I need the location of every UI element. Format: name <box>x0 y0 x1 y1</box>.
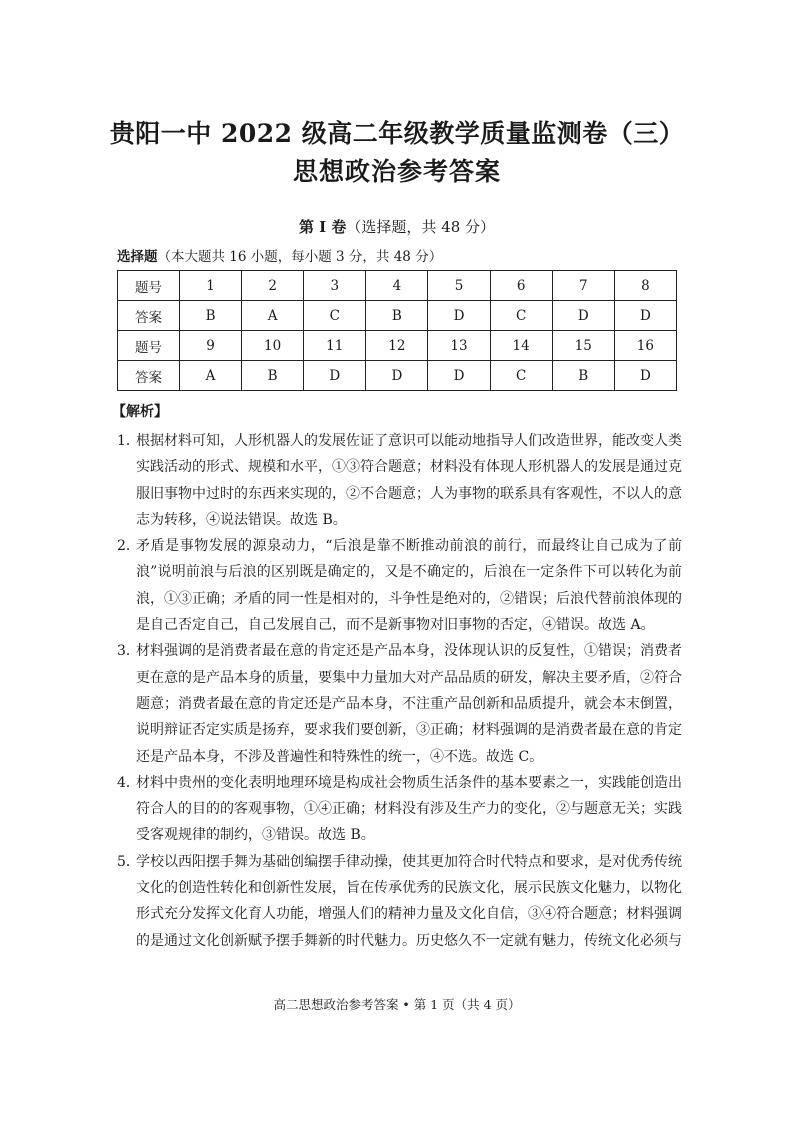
answer-cell: C <box>490 361 552 391</box>
answer-cell: D <box>614 301 676 331</box>
choice-intro-label: 选择题 <box>117 249 158 265</box>
answer-label: 答案 <box>118 301 180 331</box>
answer-cell: A <box>242 301 304 331</box>
question-number: 14 <box>490 331 552 361</box>
answer-row <box>118 361 677 391</box>
question-number-row <box>118 271 677 301</box>
question-number: 1 <box>180 271 242 301</box>
answer-cell: D <box>366 361 428 391</box>
answer-cell: C <box>490 301 552 331</box>
exam-subtitle: 思想政治参考答案 <box>292 157 501 186</box>
question-number: 13 <box>428 331 490 361</box>
question-number: 10 <box>242 331 304 361</box>
analysis-item <box>117 849 682 954</box>
answer-cell: D <box>428 301 490 331</box>
item-number: 5． <box>117 853 140 870</box>
item-number: 1． <box>117 433 140 449</box>
item-text: 材料中贵州的变化表明地理环境是构成社会物质生活条件的基本要素之一，实践能创造出符合人的目的的客观事物，①④正确；材料没有涉及生产力的变化，②与题意无关；实践受客观规律的制约，③错误。故选 B。 <box>136 774 682 844</box>
answer-cell: B <box>180 301 242 331</box>
answer-cell: B <box>552 361 614 391</box>
item-number: 3． <box>117 643 140 660</box>
analysis-item <box>117 638 682 769</box>
analysis-list <box>117 428 682 954</box>
question-number: 15 <box>552 331 614 361</box>
analysis-item <box>117 428 682 533</box>
section-heading-detail: （选择题，共 48 分） <box>346 218 496 236</box>
item-text: 矛盾是事物发展的源泉动力，“后浪是靠不断推动前浪的前行，而最终让自己成为了前浪”说明前浪与后浪的区别既是确定的，又是不确定的，后浪在一定条件下可以转化为前浪，①③正确；矛盾的同一性是相对的，斗争性是绝对的，②错误；后浪代替前浪体现的是自己否定自己，自己发展自己，而不是新事物对旧事物的否定，④错误。故选 A。 <box>136 538 682 634</box>
answer-cell: D <box>428 361 490 391</box>
answer-row <box>118 301 677 331</box>
question-number: 3 <box>304 271 366 301</box>
question-number-row <box>118 331 677 361</box>
item-number: 4． <box>117 774 140 791</box>
question-label: 题号 <box>118 331 180 361</box>
question-number: 4 <box>366 271 428 301</box>
item-number: 2． <box>117 538 140 555</box>
choice-intro <box>117 245 442 265</box>
question-number: 6 <box>490 271 552 301</box>
item-text: 根据材料可知，人形机器人的发展佐证了意识可以能动地指导人们改造世界，能改变人类实践活动的形式、规模和水平，①③符合题意；材料没有体现人形机器人的发展是通过克服旧事物中过时的东西来实现的，②不合题意；人为事物的联系具有客观性，不以人的意志为转移，④说法错误。故选 B。 <box>136 433 682 528</box>
question-number: 8 <box>614 271 676 301</box>
answer-cell: D <box>304 361 366 391</box>
question-number: 9 <box>180 331 242 361</box>
analysis-item <box>117 770 682 849</box>
analysis-item <box>117 533 682 638</box>
answer-cell: A <box>180 361 242 391</box>
section-heading <box>0 216 794 237</box>
question-number: 16 <box>614 331 676 361</box>
answer-label: 答案 <box>118 361 180 391</box>
question-label: 题号 <box>118 271 180 301</box>
exam-title: 贵阳一中 2022 级高二年级教学质量监测卷（三） <box>109 119 685 148</box>
question-number: 5 <box>428 271 490 301</box>
answer-cell: B <box>366 301 428 331</box>
answer-cell: C <box>304 301 366 331</box>
answer-cell: B <box>242 361 304 391</box>
question-number: 12 <box>366 331 428 361</box>
item-text: 材料强调的是消费者最在意的肯定还是产品本身，没体现认识的反复性，①错误；消费者更在意的是产品本身的质量，要集中力量加大对产品品质的研发，解决主要矛盾，②符合题意；消费者最在意的肯定还是产品本身，不注重产品创新和品质提升，就会本末倒置，说明辩证否定实质是扬弃，要求我们要创新，③正确；材料强调的是消费者最在意的肯定还是产品本身，不涉及普遍性和特殊性的统一，④不选。故选 C。 <box>136 643 682 765</box>
section-heading-volume: 第 Ⅰ 卷 <box>298 218 347 236</box>
page-footer: 高二思想政治参考答案 • 第 1 页（共 4 页） <box>273 997 521 1012</box>
answer-cell: D <box>614 361 676 391</box>
answer-table <box>117 270 677 391</box>
question-number: 2 <box>242 271 304 301</box>
answer-cell: D <box>552 301 614 331</box>
choice-intro-detail: （本大题共 16 小题，每小题 3 分，共 48 分） <box>157 249 443 265</box>
question-number: 11 <box>304 331 366 361</box>
analysis-heading: 【解析】 <box>112 404 168 420</box>
question-number: 7 <box>552 271 614 301</box>
item-text: 学校以西阳摆手舞为基础创编摆手律动操，使其更加符合时代特点和要求，是对优秀传统文化的创造性转化和创新性发展，旨在传承优秀的民族文化，展示民族文化魅力，以物化形式充分发挥文化育人功能，增强人们的精神力量及文化自信，③④符合题意；材料强调的是通过文化创新赋予摆手舞新的时代魅力。历史悠久不一定就有魅力，传统文化必须与 <box>136 853 682 949</box>
